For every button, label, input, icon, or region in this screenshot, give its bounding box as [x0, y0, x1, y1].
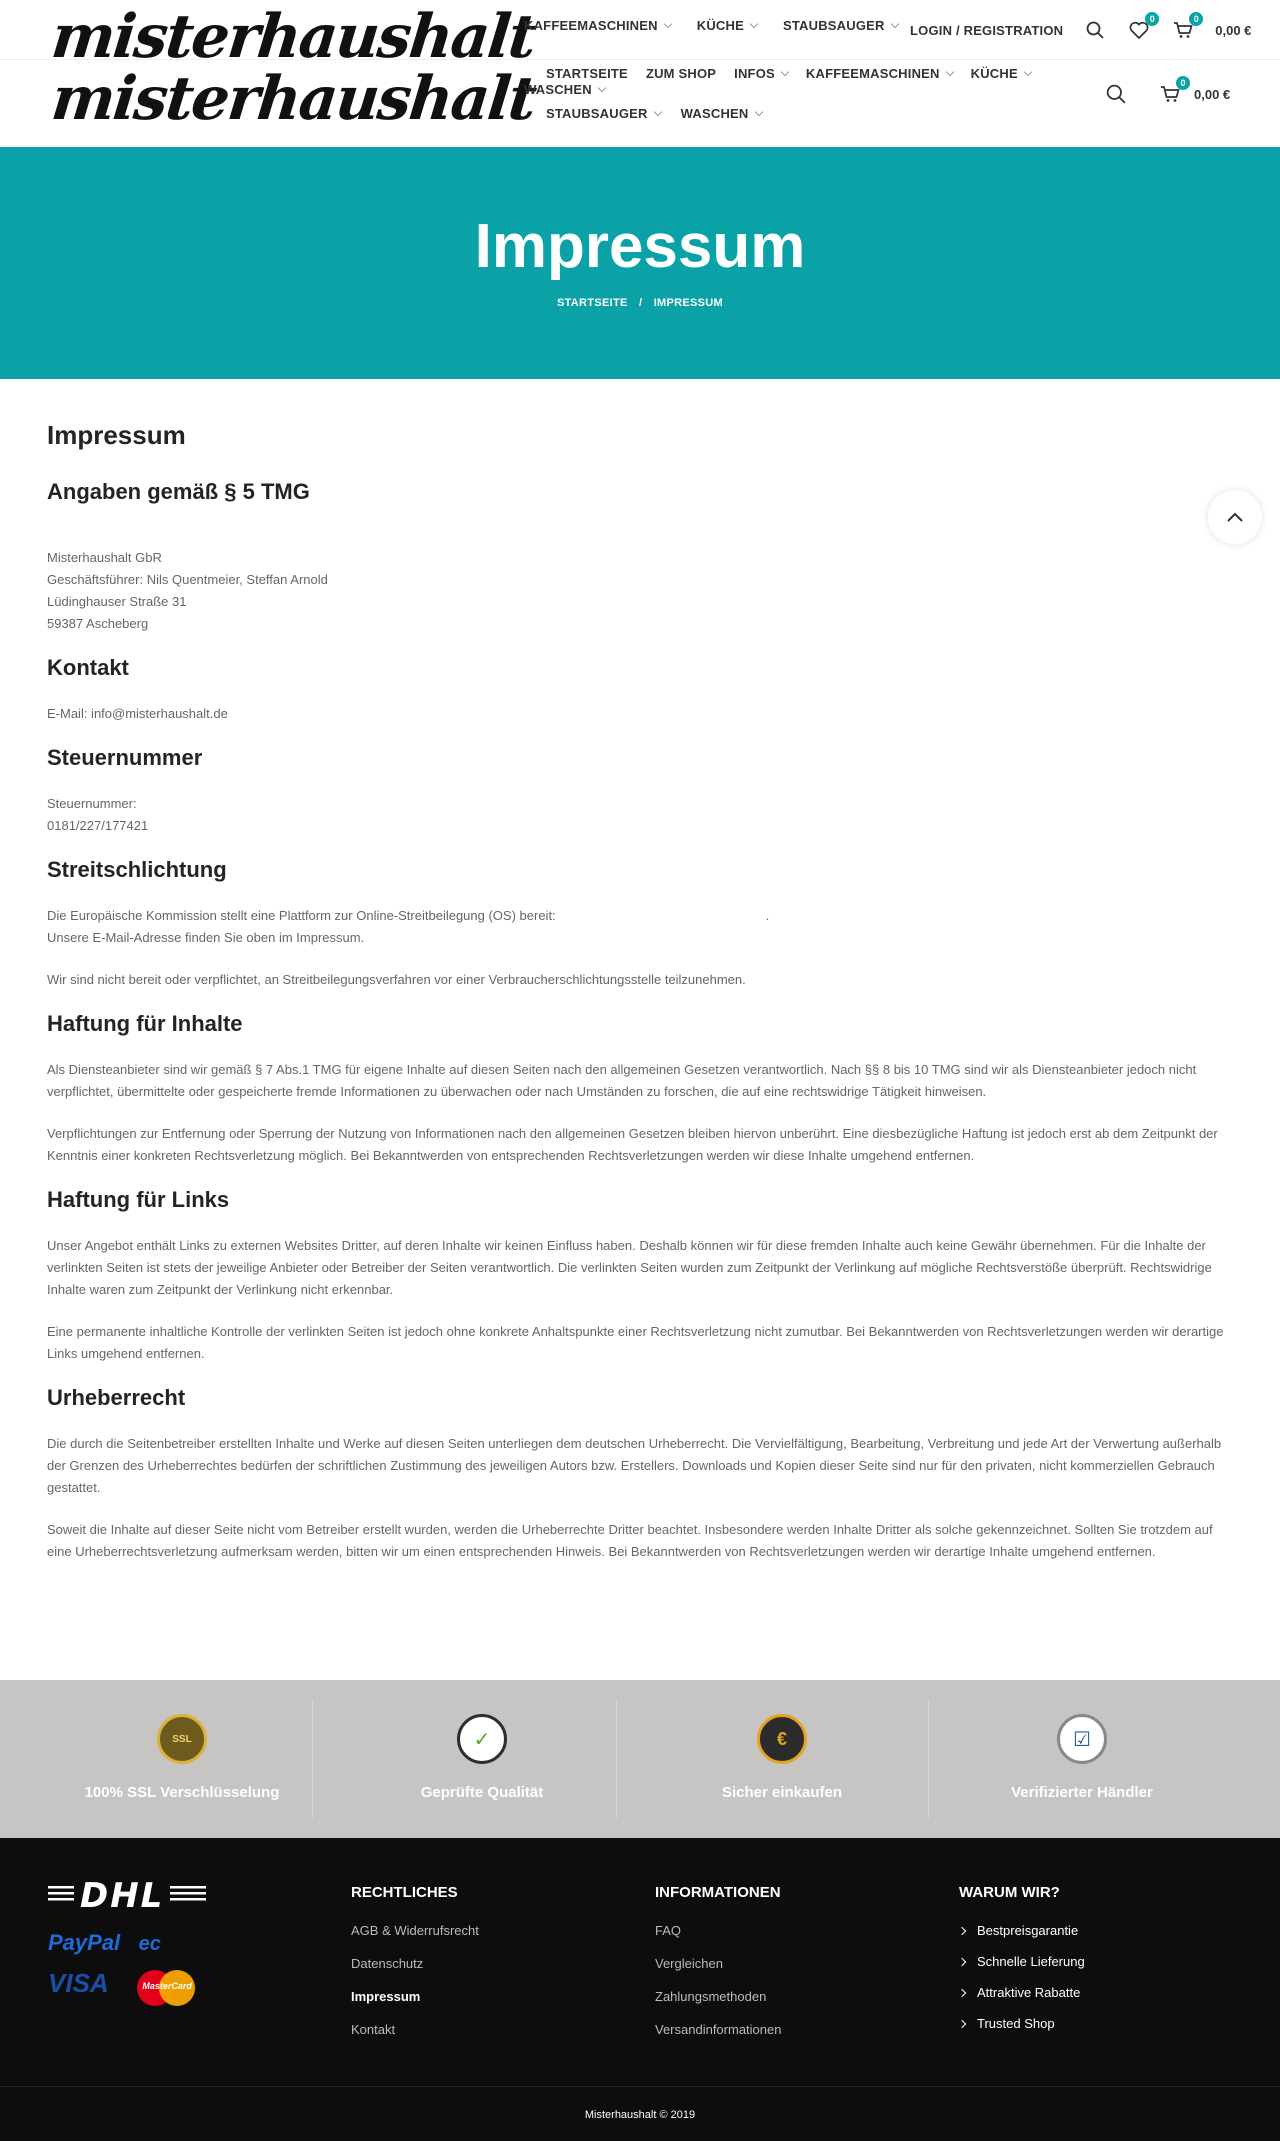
urheberrecht-text-2: Soweit die Inhalte auf dieser Seite nicht vom Betreiber erstellt wurden, werden die Urheberrechte Dritter beachtet. Insbesondere werden Inhalte Dritter als solche gekennzeichnet. Sollten Sie trotzdem auf eine Urheberrechtsverletzung aufmerksam werden, bitten wir um einen entsprechenden Hinweis. Bei Bekanntwerden von Rechtsverletzungen werden wir derartige Inhalte umgehend entfernen.	[47, 1522, 1213, 1559]
haftung-links-text-1: Unser Angebot enthält Links zu externen Websites Dritter, auf deren Inhalte wir keinen Einfluss haben. Deshalb können wir für diese fremden Inhalte auch keine Gewähr übernehmen. Für die Inhalte der verlinkten Seiten ist stets der jeweilige Anbieter oder Betreiber der Seiten verantwortlich. Die verlinkten Seiten wurden zum Zeitpunkt der Verlinkung auf mögliche Rechtsverstöße überprüft. Rechtswidrige Inhalte waren zum Zeitpunkt der Verlinkung nicht erkennbar.	[47, 1238, 1212, 1297]
chevron-right-icon	[958, 1989, 966, 1997]
cart-icon	[1158, 78, 1186, 106]
nav-label: WASCHEN	[680, 106, 749, 121]
trust-divider	[928, 1700, 929, 1818]
chevron-down-icon	[750, 19, 758, 27]
nav-staubsauger-2[interactable]	[546, 106, 661, 121]
trust-bar	[0, 1680, 1280, 1838]
footer-link-faq[interactable]: FAQ	[655, 1923, 682, 1938]
steuernummer-block	[47, 793, 1237, 837]
nav-zum-shop[interactable]	[646, 66, 716, 81]
urheberrecht-heading: Urheberrecht	[47, 1385, 186, 1410]
chevron-down-icon	[754, 107, 762, 115]
nav-label: KÜCHE	[696, 18, 744, 33]
footer-why-item[interactable]	[959, 1923, 1085, 1938]
chevron-right-icon	[958, 2020, 966, 2028]
nav-label: ZUM SHOP	[645, 66, 717, 81]
steuernummer-heading: Steuernummer	[47, 745, 203, 770]
footer-why-item[interactable]	[959, 1985, 1085, 2000]
breadcrumb-home[interactable]: STARTSEITE	[556, 297, 628, 309]
footer-informationen	[655, 1884, 781, 2055]
nav-label: STARTSEITE	[546, 66, 628, 81]
main-nav-top	[524, 18, 898, 33]
footer-rechtliches	[351, 1884, 479, 2055]
chevron-right-icon	[958, 1958, 966, 1966]
header-actions-sticky	[1104, 78, 1231, 106]
content-title: Impressum	[47, 420, 186, 450]
search-icon[interactable]	[1083, 18, 1107, 42]
address-line: Lüdinghauser Straße 31	[47, 594, 187, 609]
nav-label: KÜCHE	[970, 66, 1018, 81]
dhl-logo	[48, 1876, 206, 1916]
steuernummer-value: 0181/227/177421	[47, 818, 149, 833]
chevron-down-icon	[598, 83, 606, 91]
address-line: Misterhaushalt GbR	[47, 550, 162, 565]
footer-heading: INFORMATIONEN	[655, 1884, 781, 1901]
chevron-down-icon	[890, 19, 898, 27]
trust-divider	[616, 1700, 617, 1818]
login-link[interactable]: LOGIN / REGISTRATION	[910, 22, 1064, 38]
nav-label: STAUBSAUGER	[546, 106, 648, 121]
footer-why-item[interactable]	[959, 1954, 1085, 1969]
streit-line-2: Unsere E-Mail-Adresse finden Sie oben im Impressum.	[47, 930, 365, 945]
streitschlichtung-heading: Streitschlichtung	[47, 857, 227, 882]
trust-secure	[632, 1680, 932, 1838]
paypal-logo: PayPal	[48, 1930, 121, 1955]
steuernummer-label: Steuernummer:	[47, 796, 137, 811]
chevron-up-icon	[1226, 511, 1244, 523]
cart-total[interactable]: 0,00 €	[1215, 22, 1252, 38]
secure-shop-seal-icon: €	[757, 1714, 807, 1764]
footer-heading: RECHTLICHES	[351, 1884, 458, 1901]
footer-link-zahlungsmethoden[interactable]: Zahlungsmethoden	[655, 1989, 767, 2004]
verified-seal-icon: ☑	[1057, 1714, 1107, 1764]
address-block	[47, 547, 1237, 635]
impressum-content	[47, 420, 1237, 1583]
copyright: Misterhaushalt © 2019	[0, 2086, 1280, 2141]
main-nav-second	[546, 66, 1031, 81]
trust-divider	[312, 1700, 313, 1818]
haftung-links-heading: Haftung für Links	[47, 1187, 230, 1212]
footer-why-item[interactable]	[959, 2016, 1085, 2031]
footer-warum-wir	[959, 1884, 1085, 2047]
nav-kaffeemaschinen[interactable]	[524, 18, 671, 33]
dhl-text: DHL	[74, 1876, 170, 1916]
footer-link-impressum[interactable]: Impressum	[351, 1989, 421, 2004]
haftung-inhalte-text-2: Verpflichtungen zur Entfernung oder Sperrung der Nutzung von Informationen nach den allgemeinen Gesetzen bleiben hiervon unberührt. Eine diesbezügliche Haftung ist jedoch erst ab dem Zeitpunkt der Kenntnis einer konkreten Rechtsverletzung möglich. Bei Bekanntwerden von entsprechenden Rechtsverletzungen werden wir diese Inhalte umgehend entfernen.	[47, 1126, 1218, 1163]
site-logo[interactable]	[48, 2, 539, 142]
cart-button[interactable]	[1171, 14, 1199, 42]
streitschlichtung-text-1	[47, 905, 1237, 949]
why-label: Bestpreisgarantie	[977, 1923, 1079, 1938]
haftung-inhalte-text-1: Als Diensteanbieter sind wir gemäß § 7 Abs.1 TMG für eigene Inhalte auf diesen Seiten nach den allgemeinen Gesetzen verantwortlich. Nach §§ 8 bis 10 TMG sind wir als Diensteanbieter jedoch nicht verpflichtet, übermittelte oder gespeicherte fremde Informationen zu überwachen oder nach Umständen zu forschen, die auf eine rechtswidrige Tätigkeit hinweisen.	[47, 1062, 1197, 1099]
chevron-down-icon	[781, 67, 789, 75]
haftung-links-text-2: Eine permanente inhaltliche Kontrolle der verlinkten Seiten ist jedoch ohne konkrete Anhaltspunkte einer Rechtsverletzung nicht zumutbar. Bei Bekanntwerden von Rechtsverletzungen werden wir derartige Links umgehend entfernen.	[47, 1324, 1224, 1361]
trust-label: Sicher einkaufen	[721, 1784, 843, 1801]
wishlist-count-badge: 0	[1145, 12, 1159, 26]
nav-startseite[interactable]	[546, 66, 628, 81]
wishlist-button[interactable]	[1127, 14, 1155, 42]
chevron-down-icon	[1024, 67, 1032, 75]
trust-label: Verifizierter Händler	[1011, 1784, 1153, 1801]
cart-button-sticky[interactable]	[1158, 78, 1231, 106]
trust-ssl	[32, 1680, 332, 1838]
nav-infos[interactable]	[734, 66, 788, 81]
logo-text-shadow: misterhaushalt	[48, 64, 539, 134]
search-icon[interactable]	[1104, 82, 1128, 106]
chevron-right-icon	[958, 1927, 966, 1935]
address-line: Geschäftsführer: Nils Quentmeier, Steffan Arnold	[47, 572, 328, 587]
nav-label: KAFFEEMASCHINEN	[524, 18, 658, 33]
nav-kaffeemaschinen-2[interactable]	[806, 66, 953, 81]
streit-line-1-end: .	[765, 908, 770, 923]
streitschlichtung-text-2: Wir sind nicht bereit oder verpflichtet, an Streitbeilegungsverfahren vor einer Verbraucherschlichtungsstelle teilzunehmen.	[47, 972, 746, 987]
trust-label: 100% SSL Verschlüsselung	[84, 1784, 280, 1801]
logo-text: misterhaushalt	[48, 2, 539, 72]
ec-logo: ec	[138, 1933, 161, 1955]
tmg-heading: Angaben gemäß § 5 TMG	[47, 479, 310, 504]
breadcrumb-separator: /	[638, 297, 643, 309]
nav-label: STAUBSAUGER	[782, 18, 885, 33]
trust-label: Geprüfte Qualität	[420, 1784, 544, 1801]
check-seal-icon: ✓	[457, 1714, 507, 1764]
nav-waschen-wrapped[interactable]	[524, 82, 605, 97]
footer-link-versandinformationen[interactable]: Versandinformationen	[655, 2022, 782, 2037]
footer-link-kontakt[interactable]: Kontakt	[351, 2022, 396, 2037]
footer-link-datenschutz[interactable]: Datenschutz	[351, 1956, 424, 1971]
haftung-inhalte-heading: Haftung für Inhalte	[47, 1011, 243, 1036]
urheberrecht-text-1: Die durch die Seitenbetreiber erstellten Inhalte und Werke auf diesen Seiten unterliegen dem deutschen Urheberrecht. Die Vervielfältigung, Bearbeitung, Verbreitung und jede Art der Verwertung außerhalb der Grenzen des Urheberrechtes bedürfen der schriftlichen Zustimmung des jeweiligen Autors bzw. Erstellers. Downloads und Kopien dieser Seite sind nur für den privaten, nicht kommerziellen Gebrauch gestattet.	[47, 1436, 1222, 1495]
scroll-to-top-button[interactable]	[1208, 490, 1262, 544]
why-label: Trusted Shop	[977, 2016, 1055, 2031]
nav-label: INFOS	[734, 66, 775, 81]
nav-kueche[interactable]	[697, 18, 757, 33]
streit-line-1: Die Europäische Kommission stellt eine Plattform zur Online-Streitbeilegung (OS) bereit:	[47, 908, 556, 923]
kontakt-heading: Kontakt	[47, 655, 129, 680]
nav-waschen-2[interactable]	[681, 106, 762, 121]
footer-link-vergleichen[interactable]: Vergleichen	[655, 1956, 723, 1971]
cart-total: 0,00 €	[1194, 86, 1231, 102]
address-line: 59387 Ascheberg	[47, 616, 149, 631]
payment-logos	[48, 1876, 248, 2006]
why-label: Attraktive Rabatte	[977, 1985, 1081, 2000]
why-label: Schnelle Lieferung	[977, 1954, 1085, 1969]
cart-count-badge: 0	[1189, 12, 1203, 26]
breadcrumb	[0, 297, 1280, 309]
mastercard-text: MasterCard	[142, 1980, 192, 1991]
footer-heading: WARUM WIR?	[959, 1884, 1060, 1901]
nav-staubsauger[interactable]	[783, 18, 898, 33]
page-title-banner	[0, 147, 1280, 379]
header-actions	[910, 14, 1252, 42]
mastercard-logo	[137, 1970, 195, 2006]
nav-kueche-2[interactable]	[971, 66, 1031, 81]
chevron-down-icon	[663, 19, 671, 27]
cart-count-badge: 0	[1176, 76, 1190, 90]
footer-link-agb[interactable]: AGB & Widerrufsrecht	[351, 1923, 479, 1938]
nav-label: WASCHEN	[524, 82, 592, 97]
kontakt-email: E-Mail: info@misterhaushalt.de	[47, 706, 228, 721]
chevron-down-icon	[945, 67, 953, 75]
page-title: Impressum	[474, 212, 806, 281]
chevron-down-icon	[653, 107, 661, 115]
breadcrumb-current: IMPRESSUM	[653, 297, 724, 309]
visa-logo: VISA	[48, 1968, 109, 1998]
trust-verified	[932, 1680, 1232, 1838]
site-header	[0, 0, 1280, 146]
main-nav-third	[546, 106, 762, 121]
trust-quality	[332, 1680, 632, 1838]
site-footer	[0, 1838, 1280, 2141]
nav-label: KAFFEEMASCHINEN	[805, 66, 940, 81]
ssl-seal-icon: SSL	[157, 1714, 207, 1764]
